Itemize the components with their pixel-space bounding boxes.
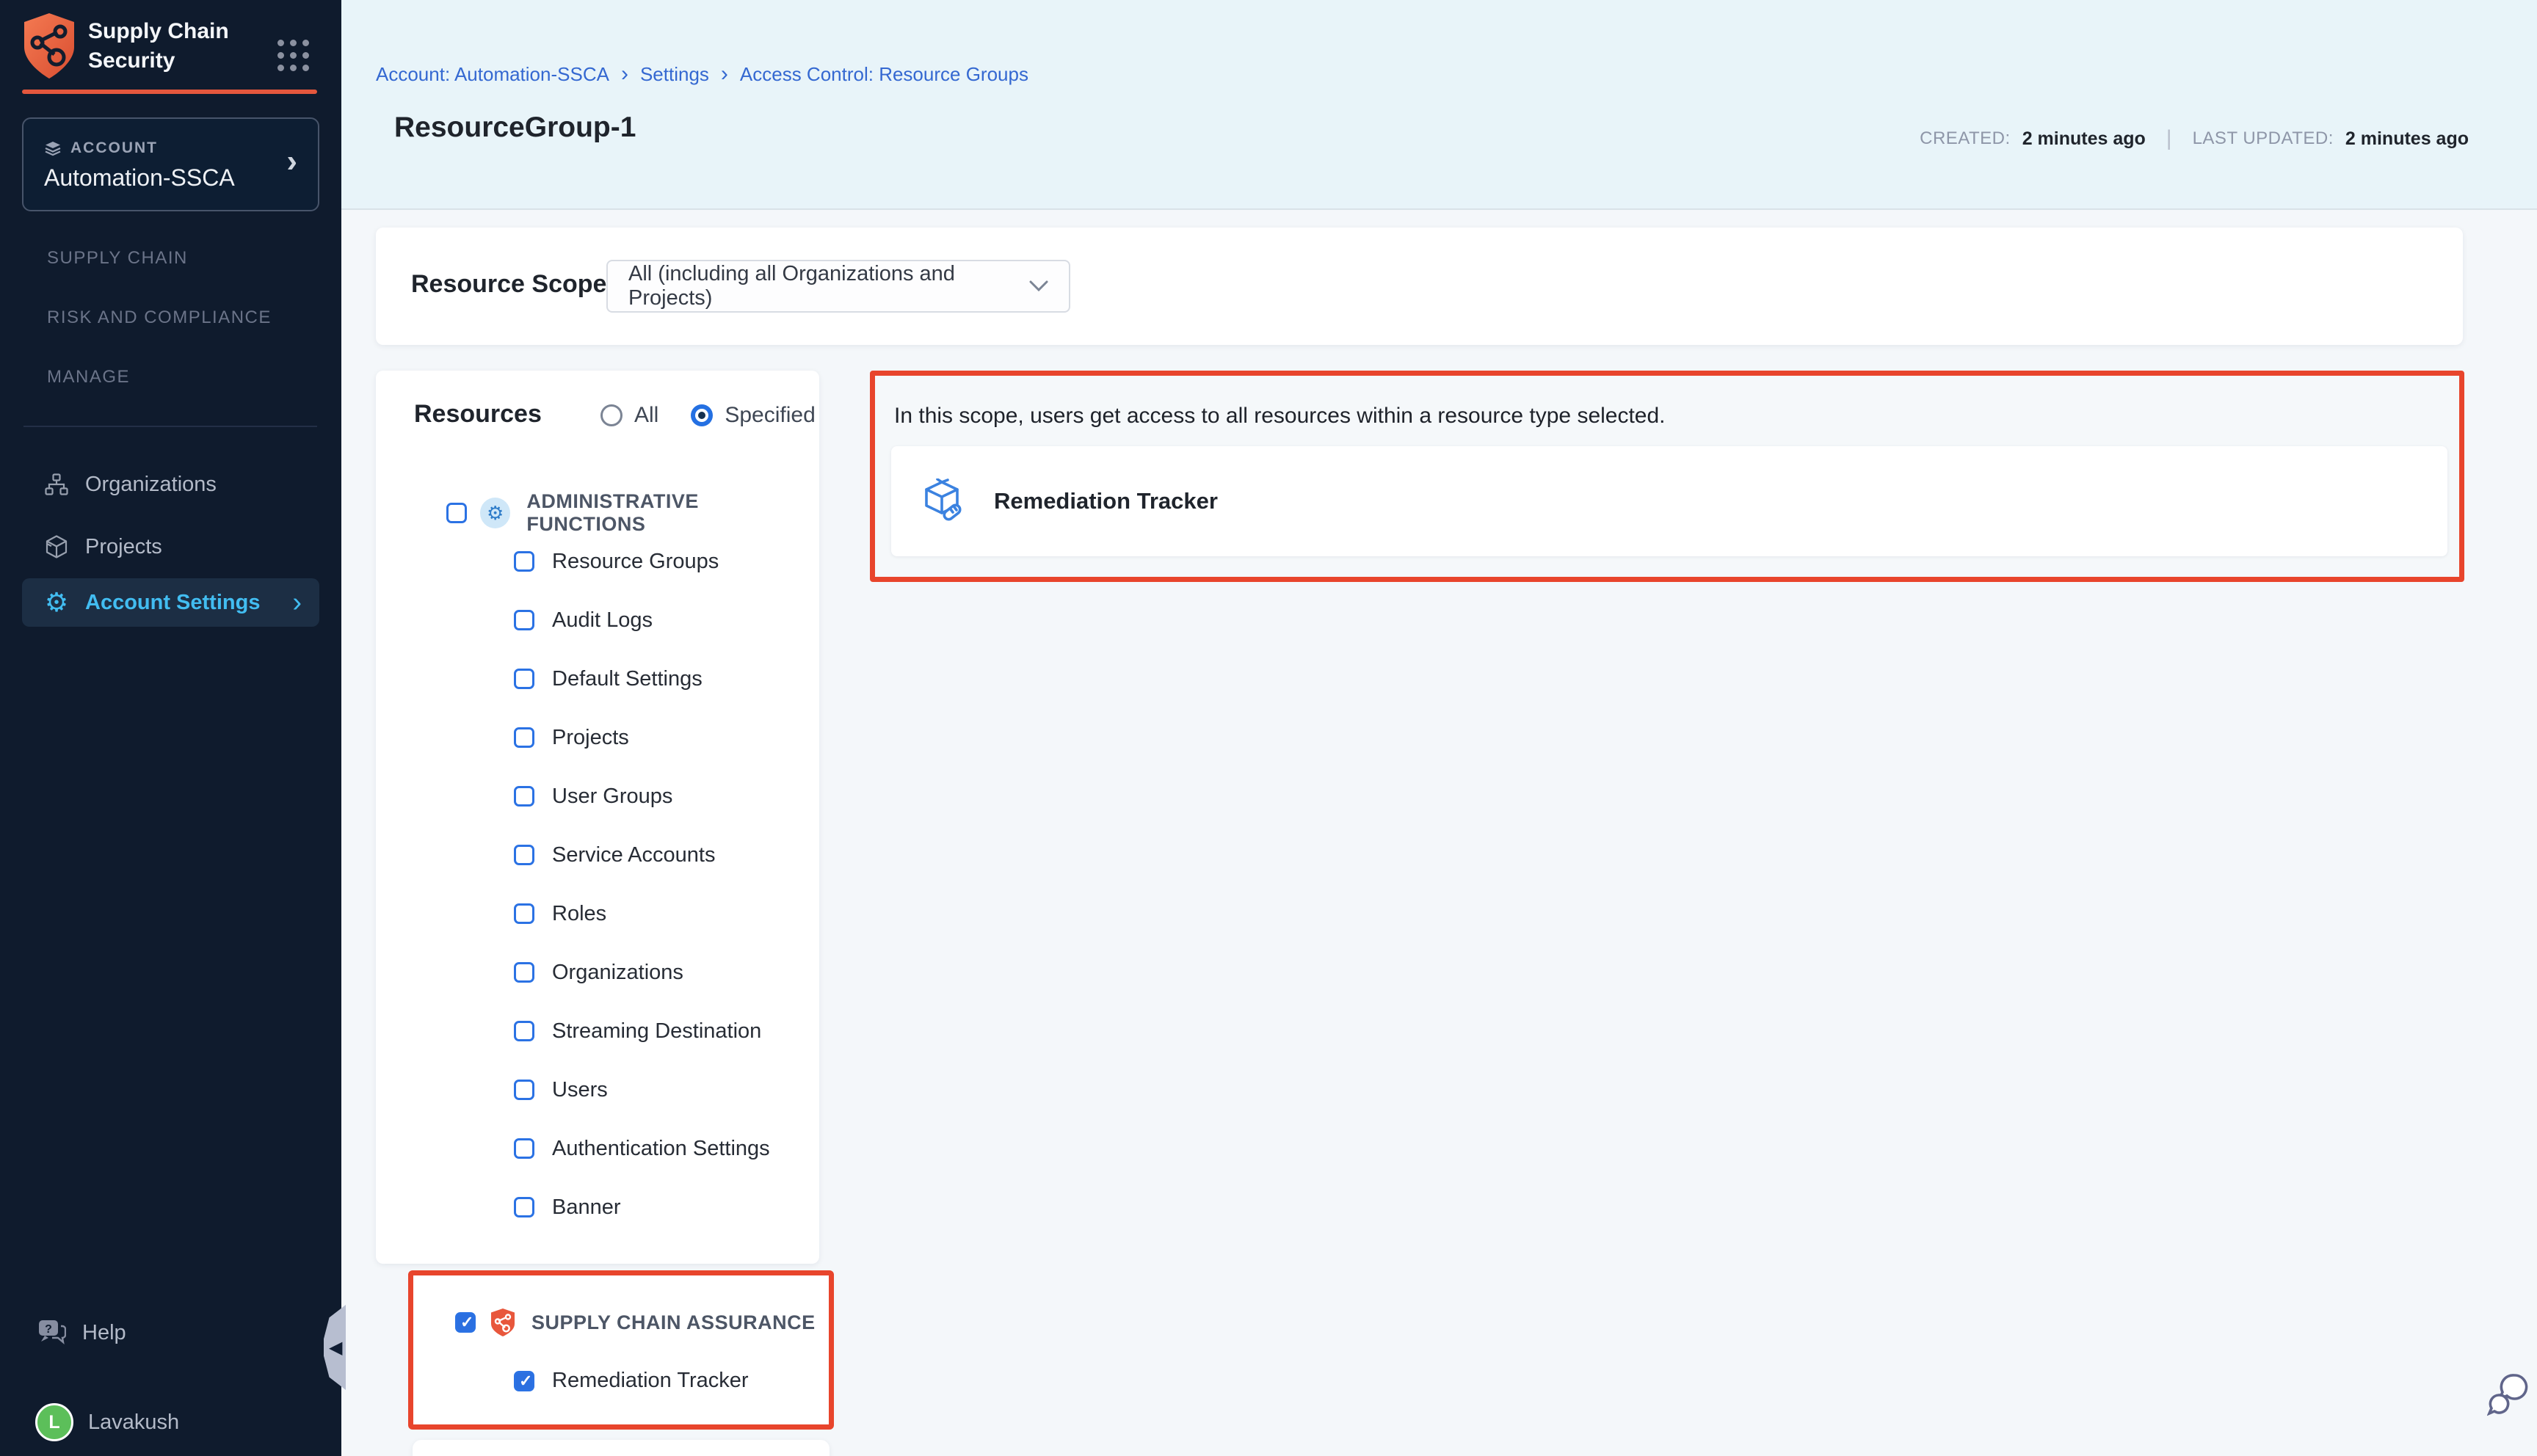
resource-row-banner[interactable]: Banner [514,1197,770,1217]
updated-label: LAST UPDATED: [2192,128,2334,148]
sidebar-item-label: Account Settings [85,590,261,614]
checkbox[interactable] [514,551,534,572]
checkbox[interactable] [514,610,534,630]
admin-functions-items [514,551,770,1217]
breadcrumb-separator-icon: › [720,62,728,86]
user-profile[interactable] [35,1403,179,1441]
remediation-tracker-label: Remediation Tracker [994,488,1218,514]
radio-specified[interactable]: Specified [691,403,815,428]
remediation-tracker-checkbox-checked[interactable] [514,1371,534,1391]
checkbox[interactable] [514,1080,534,1100]
resource-row-users[interactable]: Users [514,1080,770,1100]
breadcrumb-access-control-link[interactable]: Access Control: Resource Groups [739,62,1028,85]
svg-text:?: ? [45,1323,52,1336]
breadcrumb-account-link[interactable]: Account: Automation-SSCA [376,62,609,85]
page-title: ResourceGroup-1 [394,112,636,143]
page-header [341,0,2537,210]
breadcrumb [376,62,1028,87]
resource-scope-selected-value: All (including all Organizations and Projects) [628,262,955,310]
checkbox[interactable] [514,727,534,748]
resource-row-user-groups[interactable]: User Groups [514,786,770,807]
help-chat-icon [38,1320,66,1346]
chat-support-icon[interactable] [2487,1371,2531,1426]
sidebar-section-manage[interactable]: MANAGE [47,367,131,387]
checkbox[interactable] [514,1021,534,1041]
sidebar-item-label: Organizations [85,472,217,496]
sidebar-section-risk-and-compliance[interactable]: RISK AND COMPLIANCE [47,307,272,327]
resource-scope-card [376,228,2463,345]
app-switcher-grid-icon[interactable] [277,40,309,71]
checkbox[interactable] [514,845,534,865]
cube-icon [44,535,69,558]
resources-mode-radios [600,403,816,428]
annotation-box-scope-detail [870,371,2464,582]
sidebar-item-projects[interactable] [22,523,319,571]
account-selector[interactable] [22,117,319,211]
meta-divider: | [2166,126,2172,150]
chevron-right-icon: › [286,143,297,179]
resource-row-streaming-destination[interactable]: Streaming Destination [514,1021,770,1041]
resource-row-projects[interactable]: Projects [514,727,770,748]
sca-group[interactable] [455,1308,816,1337]
sca-label: SUPPLY CHAIN ASSURANCE [531,1311,816,1333]
resource-scope-label: Resource Scope [411,270,607,298]
sidebar-divider [23,426,317,427]
sidebar-item-account-settings[interactable] [22,578,319,627]
sidebar-item-organizations[interactable] [22,460,319,509]
next-resource-group-card-partial [413,1440,830,1456]
resource-row-default-settings[interactable]: Default Settings [514,669,770,689]
checkbox[interactable] [514,786,534,807]
sca-checkbox-checked[interactable] [455,1312,476,1333]
remediation-box-icon [921,478,963,524]
radio-specified-circle[interactable] [691,404,713,426]
admin-functions-label: ADMINISTRATIVE FUNCTIONS [526,490,699,535]
shield-network-logo-icon [22,12,76,81]
account-scope-label: ACCOUNT [70,139,158,156]
chevron-down-icon [1029,280,1048,292]
org-chart-icon [44,473,69,495]
user-name: Lavakush [88,1410,180,1434]
breadcrumb-separator-icon: › [620,62,628,86]
resource-scope-dropdown[interactable] [606,260,1070,313]
radio-all[interactable]: All [600,403,658,428]
created-value: 2 minutes ago [2022,128,2146,149]
account-name: Automation-SSCA [44,164,235,191]
sidebar-item-label: Projects [85,534,162,558]
help-label: Help [82,1320,126,1344]
app-title: Supply Chain Security [88,19,229,73]
admin-functions-group[interactable] [446,490,819,536]
collapse-triangle-icon[interactable]: ◀ [329,1338,343,1358]
radio-all-circle[interactable] [600,404,623,426]
gear-icon: ⚙ [44,587,69,617]
layers-icon [44,140,62,156]
checkbox[interactable] [514,903,534,924]
checkbox[interactable] [514,962,534,983]
resource-row-service-accounts[interactable]: Service Accounts [514,845,770,865]
sidebar [0,0,341,1456]
resource-row-roles[interactable]: Roles [514,903,770,924]
updated-value: 2 minutes ago [2345,128,2469,149]
sca-remediation-tracker-row[interactable]: ✓ Remediation Tracker [514,1369,749,1393]
annotation-box-supply-chain-assurance [408,1270,834,1430]
admin-gear-badge-icon: ⚙ [480,498,510,528]
resource-row-resource-groups[interactable]: Resource Groups [514,551,770,572]
scope-detail-message: In this scope, users get access to all resources within a resource type selected. [894,404,1666,428]
resource-row-audit-logs[interactable]: Audit Logs [514,610,770,630]
resources-heading: Resources [414,400,542,428]
avatar: L [35,1403,73,1441]
checkbox[interactable] [514,1197,534,1217]
breadcrumb-settings-link[interactable]: Settings [639,62,709,85]
sca-shield-icon [490,1308,515,1337]
module-accent-rule [22,90,317,94]
sidebar-section-supply-chain[interactable]: SUPPLY CHAIN [47,248,188,268]
chevron-right-icon: › [292,587,302,618]
resource-row-authentication-settings[interactable]: Authentication Settings [514,1138,770,1159]
resource-row-organizations[interactable]: Organizations [514,962,770,983]
created-label: CREATED: [1920,128,2011,148]
help-button[interactable] [38,1320,126,1346]
checkbox[interactable] [514,1138,534,1159]
resources-card [376,371,819,1264]
app-logo [22,12,229,81]
timestamps [1920,126,2469,151]
checkbox[interactable] [514,669,534,689]
admin-functions-checkbox[interactable] [446,503,467,523]
remediation-tracker-card [891,446,2447,556]
